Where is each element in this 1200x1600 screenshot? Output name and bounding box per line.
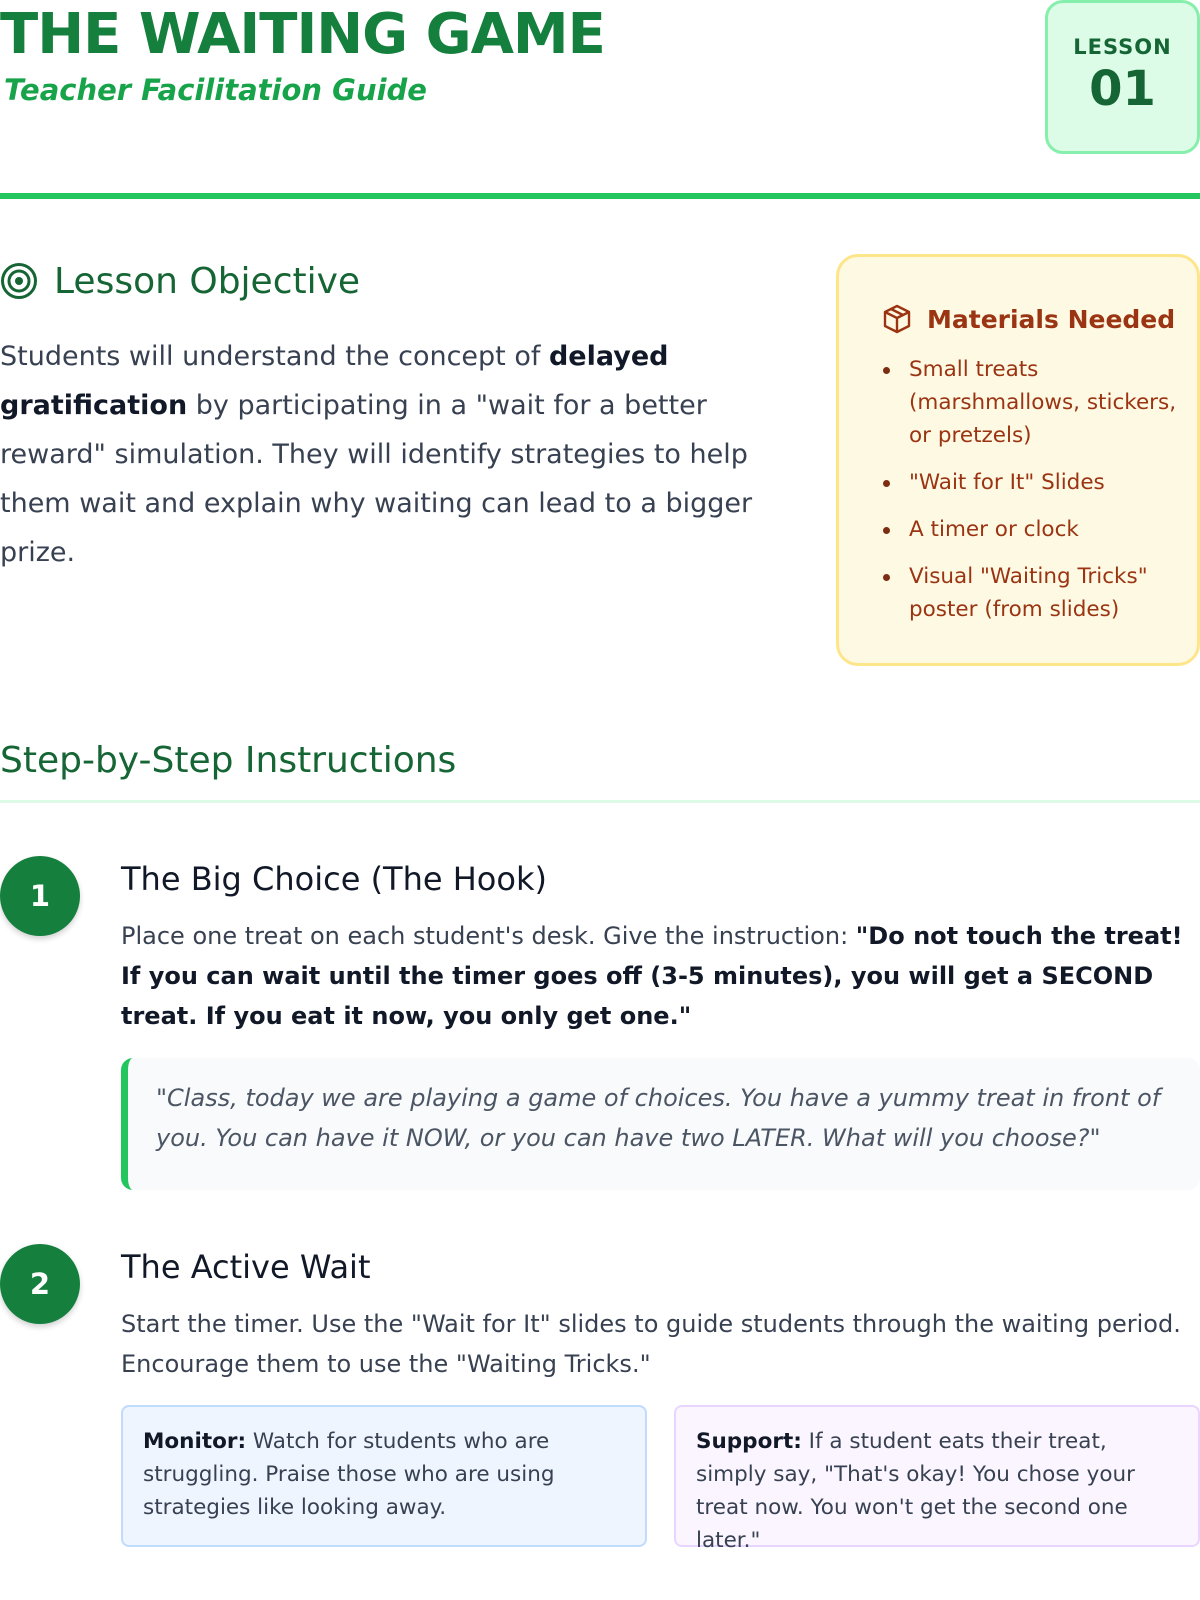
page-title: THE WAITING GAME — [0, 2, 605, 67]
materials-card — [836, 254, 1200, 666]
materials-heading-text: Materials Needed — [927, 304, 1176, 334]
page-subtitle: Teacher Facilitation Guide — [4, 73, 427, 107]
box-icon — [881, 303, 913, 335]
step-description — [121, 916, 1200, 1036]
step-instruction-bold: "Do not touch the treat! If you can wait until the timer goes off (3-5 minutes), you will get a SECOND treat. If you eat it now, you only get one." — [121, 922, 1183, 1030]
materials-item: Small treats (marshmallows, stickers, or pretzels) — [883, 353, 1183, 452]
materials-item: "Wait for It" Slides — [883, 466, 1183, 499]
lesson-label: LESSON — [1073, 35, 1172, 59]
lesson-badge — [1045, 0, 1200, 154]
teacher-script-quote: "Class, today we are playing a game of choices. You have a yummy treat in front of you. You can have it NOW, or you can have two LATER. What will you choose?" — [121, 1058, 1200, 1190]
monitor-tip-card — [121, 1405, 647, 1547]
objective-heading — [0, 256, 360, 306]
tip-label: Monitor: — [143, 1429, 247, 1454]
step-description-text: Place one treat on each student's desk. Give the instruction: — [121, 922, 856, 950]
objective-heading-text: Lesson Objective — [54, 260, 361, 302]
materials-heading — [881, 303, 1175, 335]
tip-text: Watch for students who are struggling. Praise those who are using strategies like looking away. — [143, 1429, 555, 1520]
tip-label: Support: — [696, 1429, 802, 1454]
objective-text-start: Students will understand the concept of — [0, 341, 549, 372]
objective-key-term: delayed gratification — [0, 341, 669, 421]
materials-item: A timer or clock — [883, 513, 1183, 546]
header-divider — [0, 193, 1200, 199]
step-description: Start the timer. Use the "Wait for It" slides to guide students through the waiting period. Encourage them to use the "Waiting Tricks." — [121, 1310, 1181, 1378]
target-icon — [0, 262, 38, 300]
objective-paragraph — [0, 332, 770, 577]
materials-list — [883, 353, 1183, 640]
step-title: The Active Wait — [121, 1248, 371, 1286]
materials-item: Visual "Waiting Tricks" poster (from slides) — [883, 560, 1183, 626]
tip-text: If a student eats their treat, simply say, "That's okay! You chose your treat now. You won't get the second one later." — [696, 1429, 1135, 1553]
steps-divider — [0, 800, 1200, 803]
page-header — [0, 0, 1200, 200]
steps-heading: Step-by-Step Instructions — [0, 740, 457, 781]
step-number-badge: 1 — [0, 856, 80, 936]
objective-text-end: by participating in a "wait for a better reward" simulation. They will identify strategies to help them wait and explain why waiting can lead to a bigger prize. — [0, 390, 753, 568]
lesson-number: 01 — [1089, 61, 1156, 117]
support-tip-card — [674, 1405, 1200, 1553]
step-number-badge: 2 — [0, 1244, 80, 1324]
step-title: The Big Choice (The Hook) — [121, 860, 547, 898]
